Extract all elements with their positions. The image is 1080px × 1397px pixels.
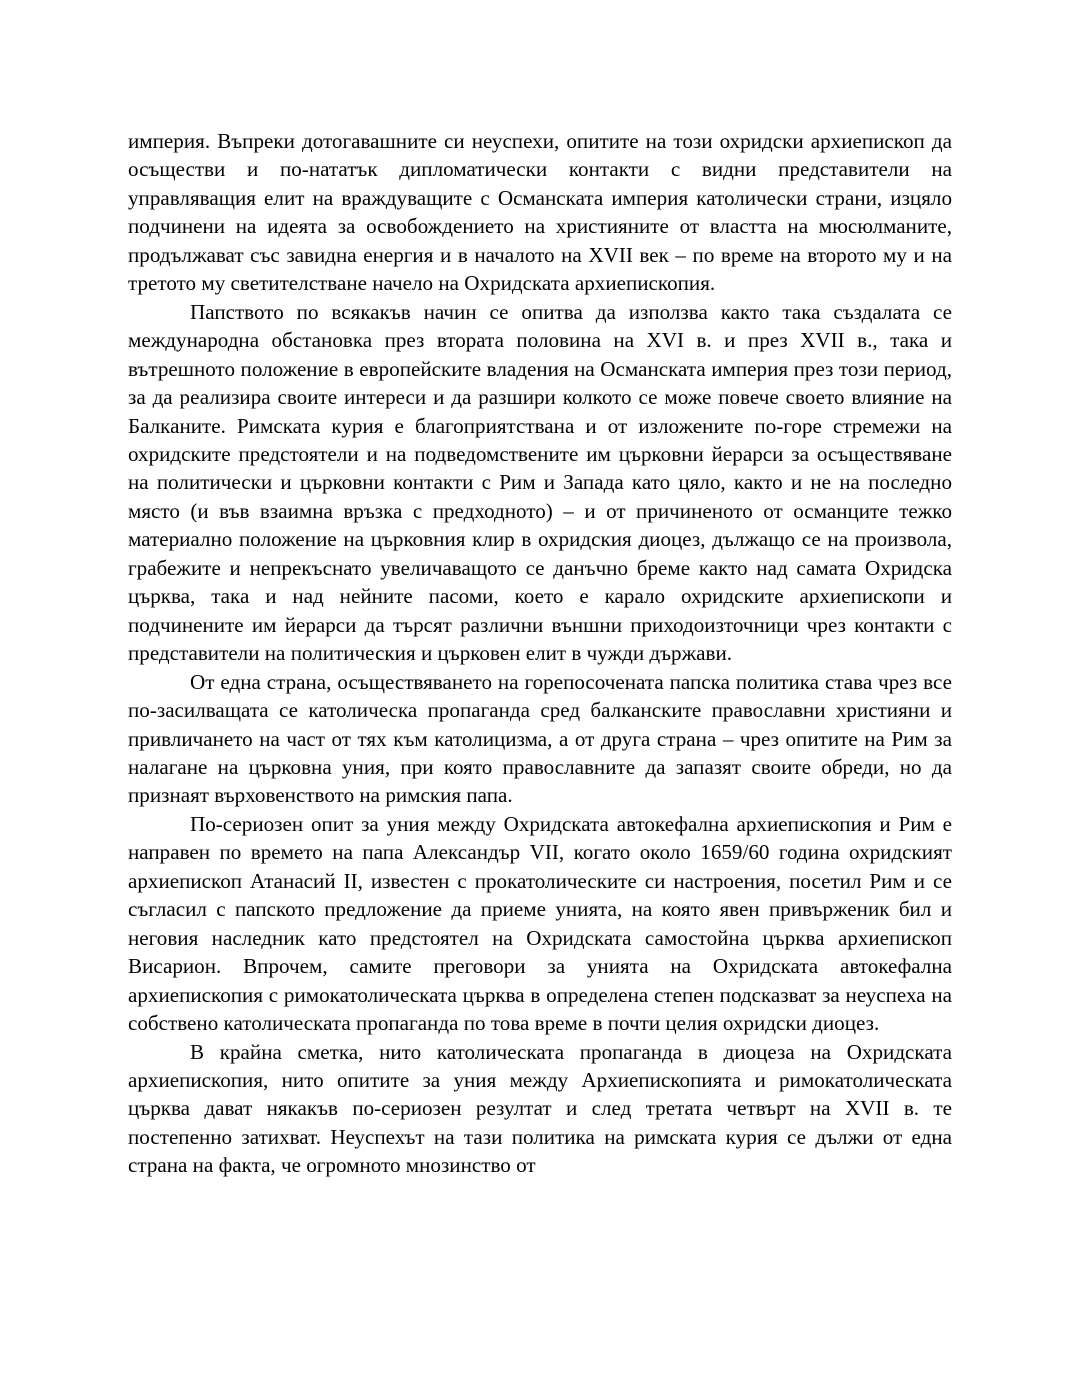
paragraph-3: От една страна, осъществяването на горепосочената папска политика става чрез все по-засилващата се католическа пропаганда сред балканските православни християни и привличането на част от тях към католицизма, а от друга страна – чрез опитите на Рим за налагане на църковна уния, при която православните да запазят своите обреди, но да признаят върховенството на римския папа. bbox=[128, 669, 952, 808]
paragraph-5: В крайна сметка, нито католическата пропаганда в диоцеза на Охридската архиепископия, нито опитите за уния между Архиепископията и римокатолическата църква дават някакъв по-сериозен резултат и след третата четвърт на XVII в. те постепенно затихват. Неуспехът на тази политика на римската курия се дължи от една страна на факта, че огромното мнозинство от bbox=[128, 1039, 952, 1178]
paragraph-2: Папството по всякакъв начин се опитва да използва както така създалата се международна обстановка през втората половина на XVI в. и през XVII в., така и вътрешното положение в европейските владения на Османската империя през този период, за да реализира своите интереси и да разшири колкото се може повече своето влияние на Балканите. Римската курия е благоприятствана и от изложените по-горе стремежи на охридските предстоятели и на подведомствените им църковни йерарси за осъществяване на политически и църковни контакти с Рим и Запада като цяло, както и не на последно място (и във взаимна връзка с предходното) – и от причиненото от османците тежко материално положение на църковния клир в охридския диоцез, дължащо се на произвола, грабежите и непрекъснато увеличаващото се данъчно бреме както над самата Охридска църква, така и над нейните пасоми, което е карало охридските архиепископи и подчинените им йерарси да търсят различни външни приходоизточници чрез контакти с представители на политическия и църковен елит в чужди държави. bbox=[128, 299, 952, 666]
paragraph-1: империя. Въпреки дотогавашните си неуспехи, опитите на този охридски архиепископ да осъществи и по-нататък дипломатически контакти с видни представители на управляващия елит на враждуващите с Османската империя католически страни, изцяло подчинени на идеята за освобождението на християните от властта на мюсюлманите, продължават със завидна енергия и в началото на XVII век – по време на второто му и на третото му светителстване начело на Охридската архиепископия. bbox=[128, 129, 952, 296]
paragraph-4: По-сериозен опит за уния между Охридската автокефална архиепископия и Рим е направен по времето на папа Александър VII, когато около 1659/60 година охридският архиепископ Атанасий II, известен с прокатолическите си настроения, посетил Рим и се съгласил с папското предложение да приеме унията, на която явен привърженик бил и неговия наследник като предстоятел на Охридската самостойна църква архиепископ Висарион. Впрочем, самите преговори за унията на Охридската автокефална архиепископия с римокатолическата църква в определена степен подсказват за неуспеха на собствено католическата пропаганда по това време в почти целия охридски диоцез. bbox=[128, 811, 952, 1036]
document-page bbox=[128, 127, 952, 1180]
